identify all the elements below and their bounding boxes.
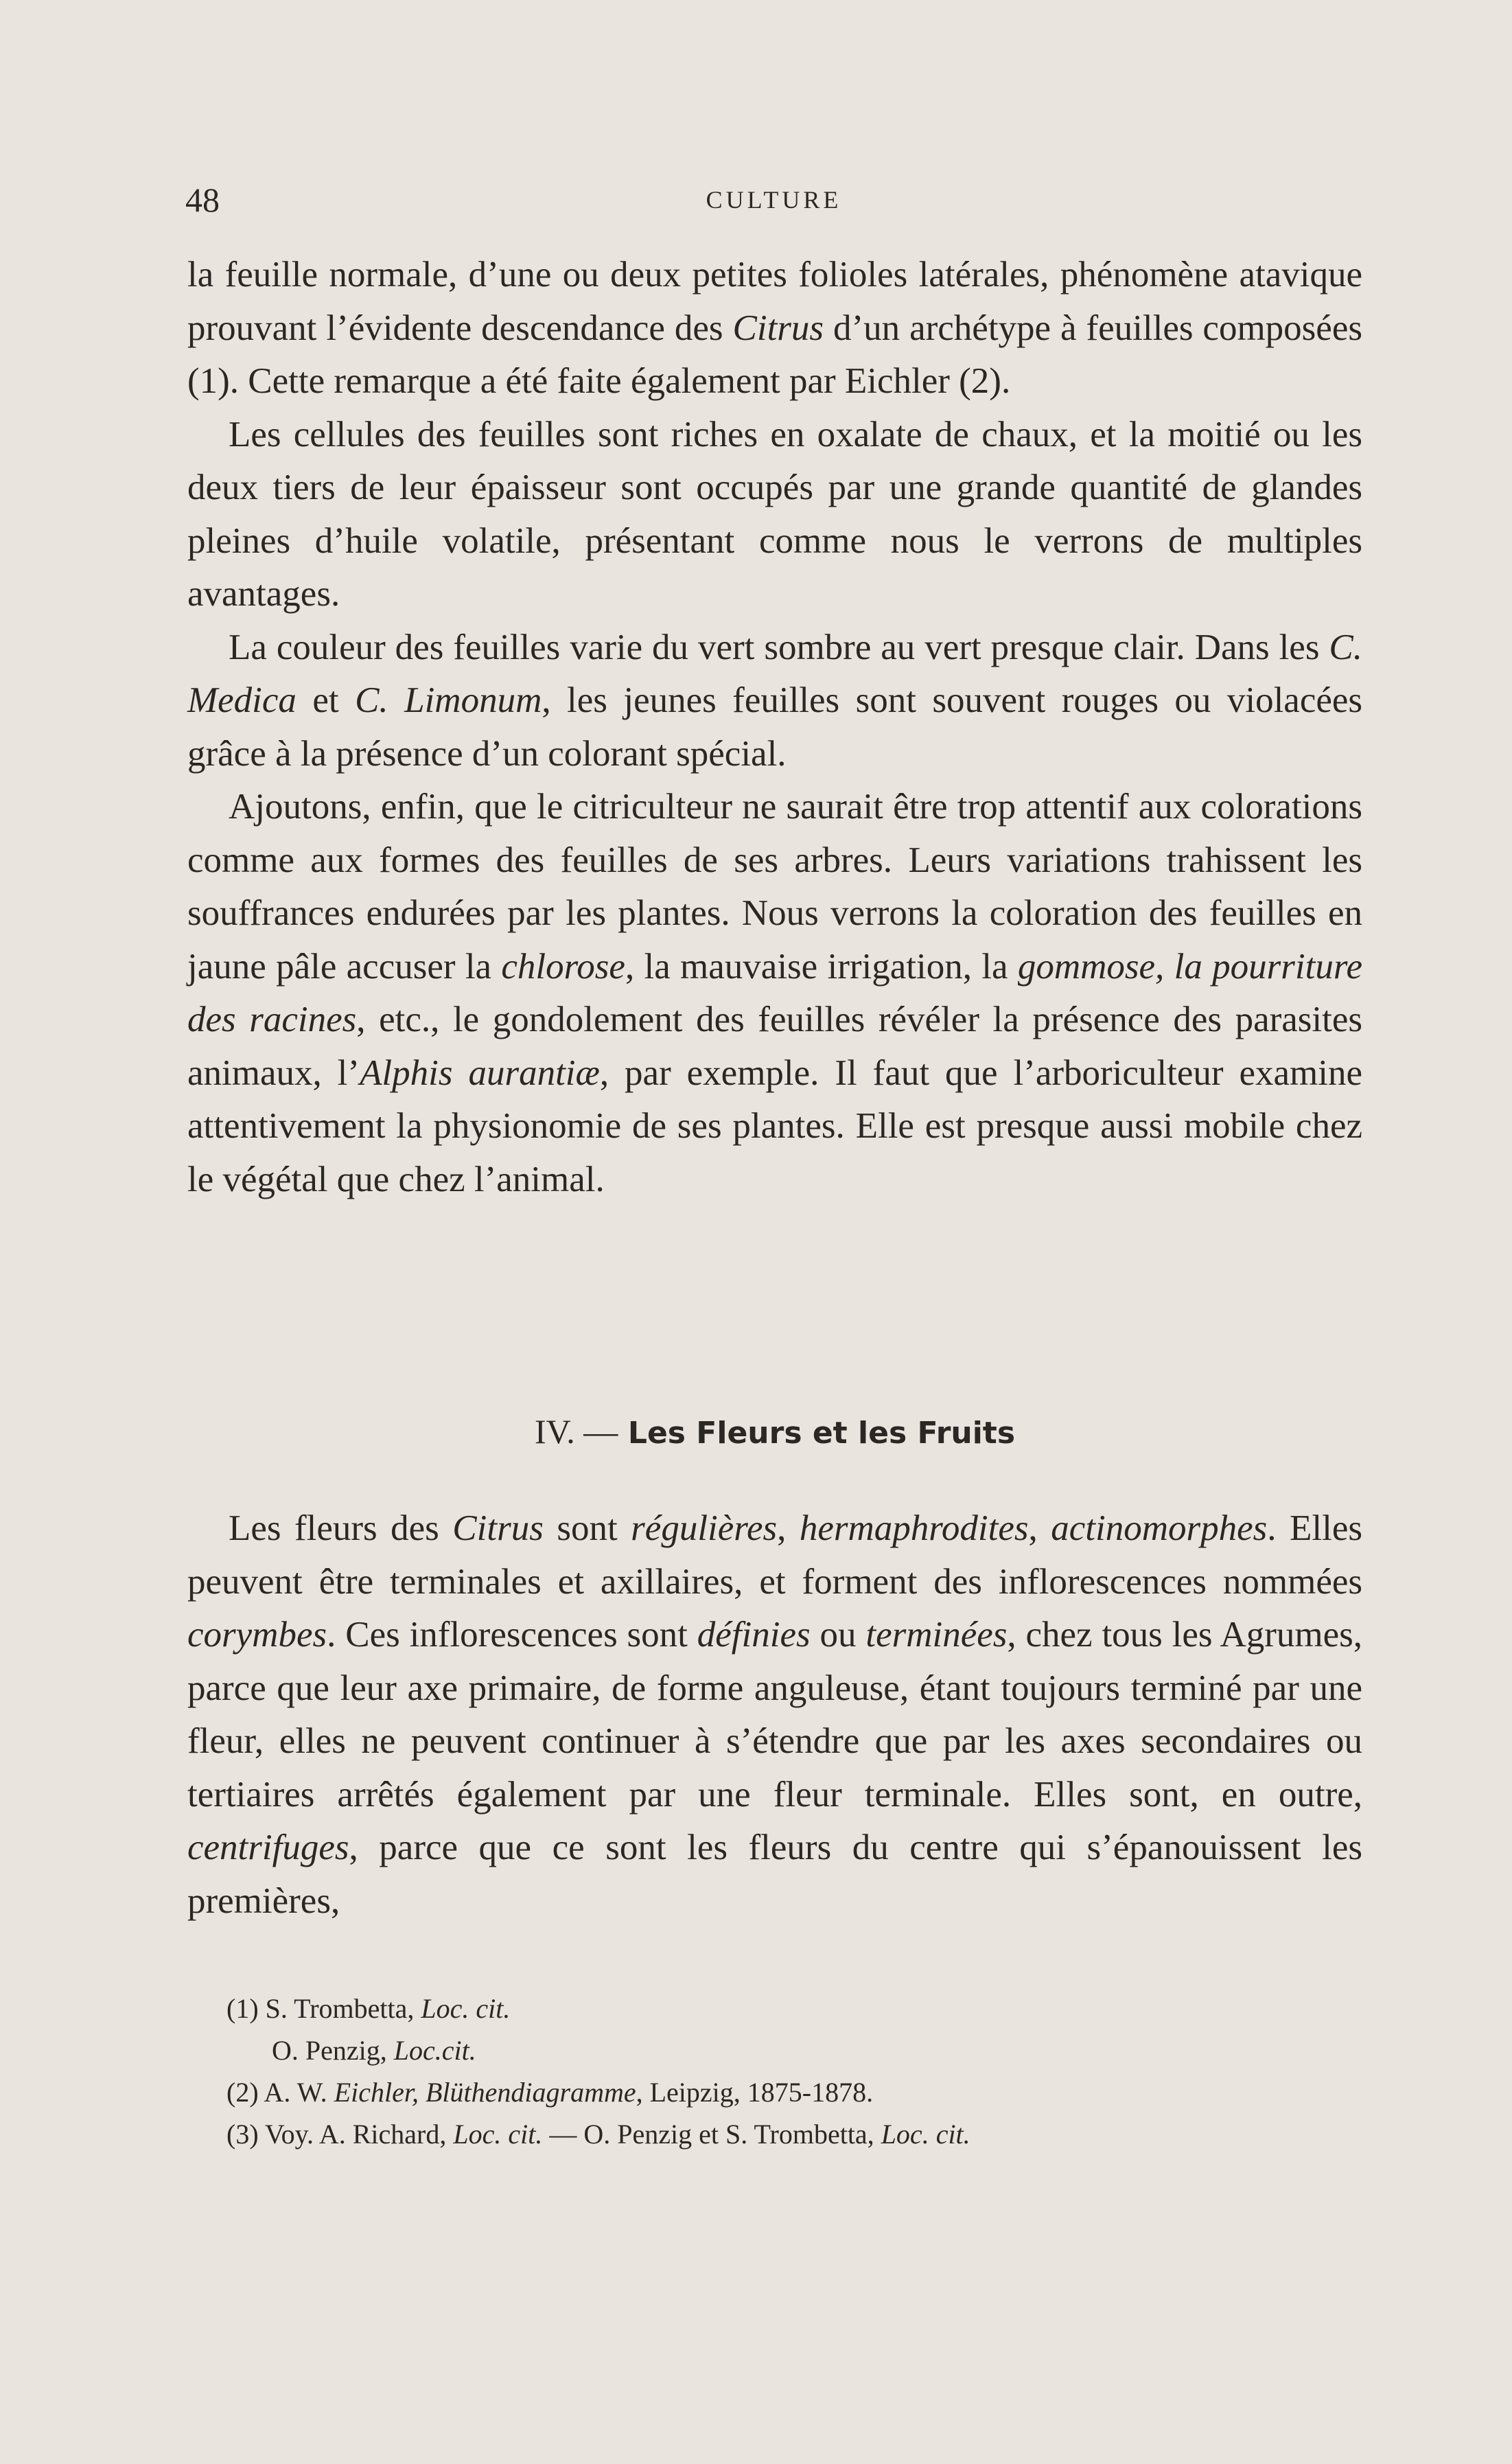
footnote-2: (2) A. W. Eichler, Blüthendiagramme, Leipzig, 1875-1878. <box>226 2077 874 2108</box>
footnote-1-continued: O. Penzig, Loc.cit. <box>272 2035 476 2066</box>
running-head: CULTURE <box>706 186 842 214</box>
body-text <box>187 249 1362 1206</box>
paragraph-fleurs: Les fleurs des Citrus sont régulières, hermaphrodites, actinomorphes. Elles peuvent être terminales et axillaires, et forment des inflorescences nommées corymbes. Ces inflorescences sont définies ou terminées, chez tous les Agrumes, parce que leur axe primaire, de forme anguleuse, étant toujours terminé par une fleur, elles ne peuvent continuer à s’étendre que par les axes secondaires ou tertiaires arrêtés également par une fleur terminale. Elles sont, en outre, centrifuges, parce que ce sont les fleurs du centre qui s’épanouissent les premières, <box>187 1508 1363 1921</box>
paragraph-ajoutons: Ajoutons, enfin, que le citriculteur ne saurait être trop attentif aux colorations comme aux formes des feuilles de ses arbres. Leurs variations trahissent les souffrances endurées par les plantes. Nous verrons la coloration des feuilles en jaune pâle accuser la chlorose, la mauvaise irrigation, la gommose, la pourriture des racines, etc., le gondolement des feuilles révéler la présence des parasites animaux, l’Alphis aurantiæ, par exemple. Il faut que l’arboriculteur examine attentivement la physionomie de ses plantes. Elle est presque aussi mobile chez le végétal que chez l’animal. <box>187 787 1363 1199</box>
section-number: IV. — <box>534 1412 618 1451</box>
footnotes <box>226 1988 1325 2155</box>
paragraph-cellules: Les cellules des feuilles sont riches en oxalate de chaux, et la moitié ou les deux tiers de leur épaisseur sont occupés par une grande quantité de glandes pleines d’huile volatile, présentant comme nous le verrons de multiples avantages. <box>187 414 1362 614</box>
footnote-1: (1) S. Trombetta, Loc. cit. <box>226 1993 511 2024</box>
paragraph-couleur: La couleur des feuilles varie du vert sombre au vert presque clair. Dans les C. Medica et C. Limonum, les jeunes feuilles sont souvent rouges ou violacées grâce à la présence d’un colorant spécial. <box>187 627 1363 774</box>
page-header <box>185 180 1362 228</box>
footnote-3: (3) Voy. A. Richard, Loc. cit. — O. Penzig et S. Trombetta, Loc. cit. <box>226 2119 970 2150</box>
paragraph-continued: la feuille normale, d’une ou deux petites folioles latérales, phénomène atavique prouvant l’évidente descendance des Citrus d’un archétype à feuilles composées (1). Cette remarque a été faite également par Eichler (2). <box>187 255 1362 401</box>
section-heading <box>187 1407 1362 1458</box>
section-title: Les Fleurs et les Fruits <box>627 1416 1016 1451</box>
page-number: 48 <box>185 181 220 219</box>
section-text <box>187 1502 1362 1928</box>
